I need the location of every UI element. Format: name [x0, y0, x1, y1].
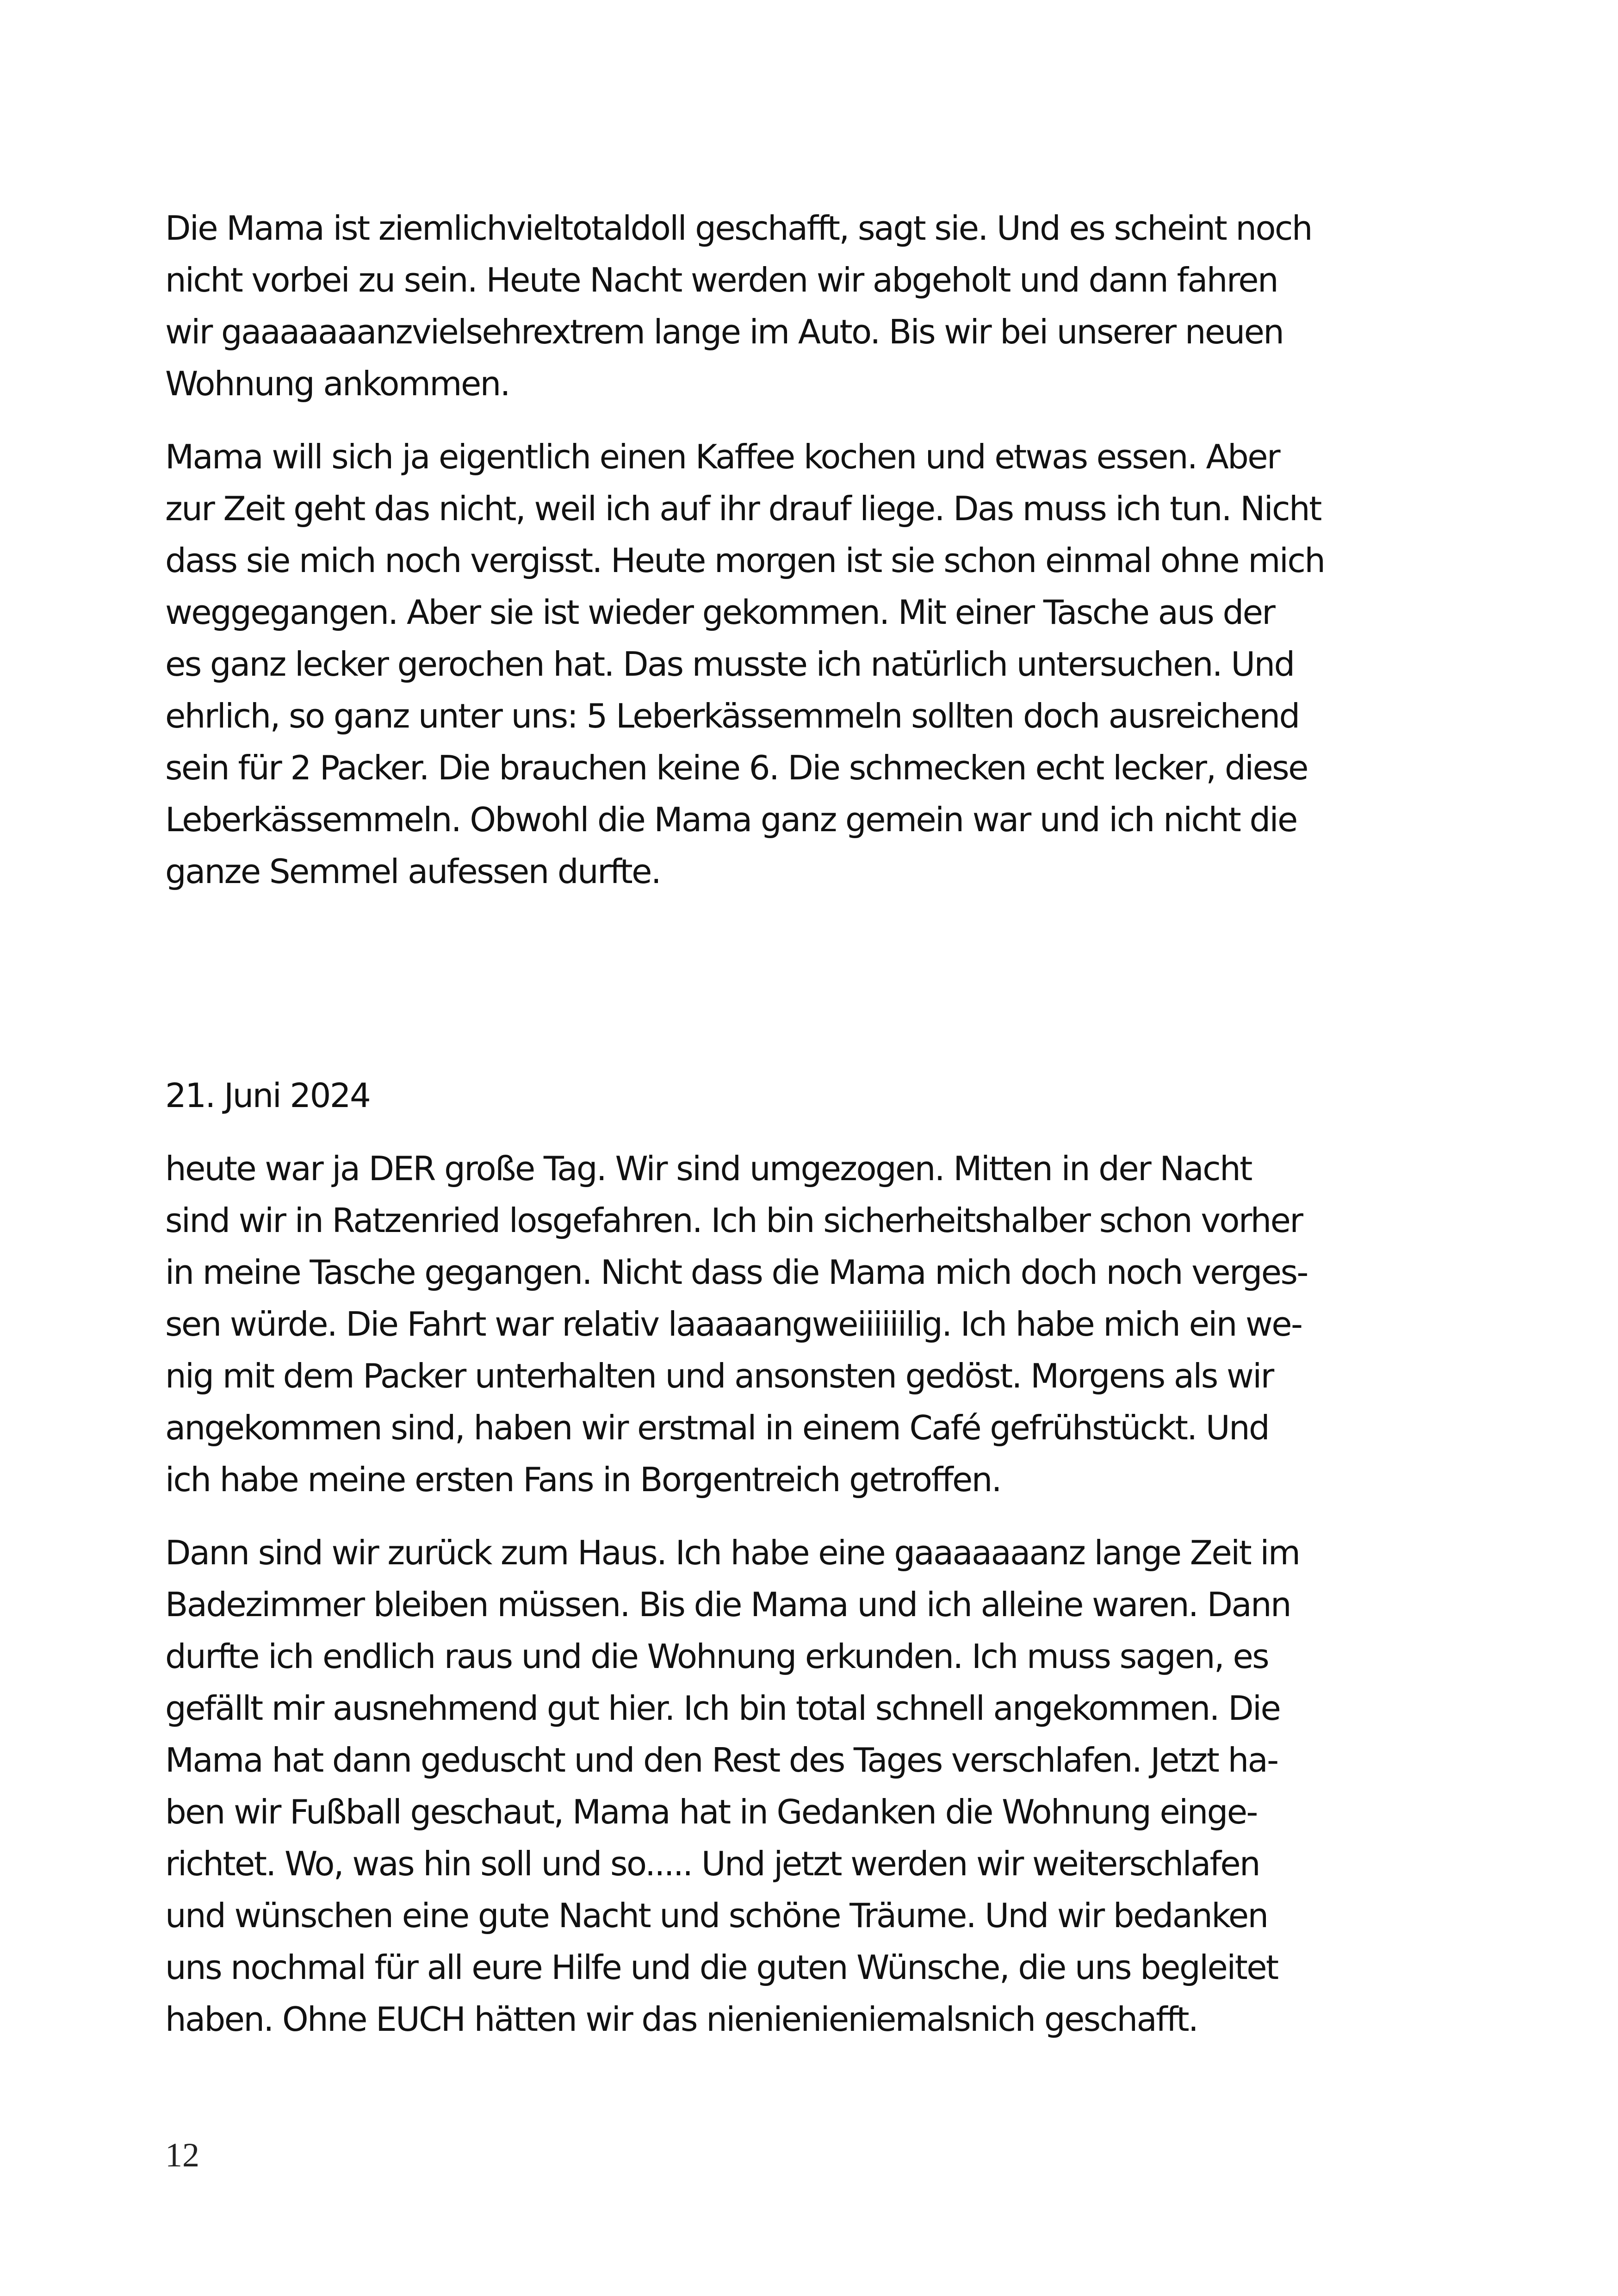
- paragraph-line: und wünschen eine gute Nacht und schöne Träume. Und wir bedanken: [165, 1896, 1268, 1935]
- page-number: 12: [165, 2136, 199, 2174]
- paragraph-line: ich habe meine ersten Fans in Borgentreich getroffen.: [165, 1460, 1001, 1499]
- paragraph-line: sein für 2 Packer. Die brauchen keine 6. Die schmecken echt lecker, diese: [165, 748, 1308, 787]
- paragraph-line: Leberkässemmeln. Obwohl die Mama ganz gemein war und ich nicht die: [165, 800, 1297, 839]
- paragraph-line: Mama will sich ja eigentlich einen Kaffee kochen und etwas essen. Aber: [165, 437, 1279, 476]
- paragraph-line: richtet. Wo, was hin soll und so..... Und jetzt werden wir weiterschlafen: [165, 1844, 1260, 1883]
- paragraph-line: ganze Semmel aufessen durfte.: [165, 852, 661, 891]
- paragraph-line: heute war ja DER große Tag. Wir sind umgezogen. Mitten in der Nacht: [165, 1149, 1252, 1188]
- paragraph-line: Badezimmer bleiben müssen. Bis die Mama und ich alleine waren. Dann: [165, 1585, 1291, 1624]
- paragraph-line: Wohnung ankommen.: [165, 364, 509, 403]
- paragraph-line: gefällt mir ausnehmend gut hier. Ich bin total schnell angekommen. Die: [165, 1689, 1280, 1728]
- paragraph-line: Dann sind wir zurück zum Haus. Ich habe eine gaaaaaaanz lange Zeit im: [165, 1533, 1300, 1572]
- paragraph-line: sind wir in Ratzenried losgefahren. Ich bin sicherheitshalber schon vorher: [165, 1201, 1302, 1240]
- paragraph-line: nicht vorbei zu sein. Heute Nacht werden wir abgeholt und dann fahren: [165, 261, 1277, 299]
- paragraph-line: weggegangen. Aber sie ist wieder gekommen. Mit einer Tasche aus der: [165, 593, 1275, 632]
- paragraph-line: zur Zeit geht das nicht, weil ich auf ihr drauf liege. Das muss ich tun. Nicht: [165, 489, 1321, 528]
- paragraph-line: Die Mama ist ziemlichvieltotaldoll geschafft, sagt sie. Und es scheint noch: [165, 209, 1312, 248]
- paragraph-line: durfte ich endlich raus und die Wohnung erkunden. Ich muss sagen, es: [165, 1637, 1269, 1676]
- paragraph-line: in meine Tasche gegangen. Nicht dass die Mama mich doch noch verges-: [165, 1253, 1308, 1292]
- paragraph-line: haben. Ohne EUCH hätten wir das nienienieniemalsnich geschafft.: [165, 2000, 1198, 2039]
- paragraph-line: angekommen sind, haben wir erstmal in einem Café gefrühstückt. Und: [165, 1408, 1269, 1447]
- paragraph-line: es ganz lecker gerochen hat. Das musste ich natürlich untersuchen. Und: [165, 645, 1294, 684]
- paragraph-line: dass sie mich noch vergisst. Heute morgen ist sie schon einmal ohne mich: [165, 541, 1325, 580]
- paragraph-line: uns nochmal für all eure Hilfe und die guten Wünsche, die uns begleitet: [165, 1948, 1278, 1987]
- paragraph-line: Mama hat dann geduscht und den Rest des Tages verschlafen. Jetzt ha-: [165, 1741, 1278, 1780]
- entry-date: 21. Juni 2024: [165, 1076, 370, 1115]
- paragraph-line: wir gaaaaaaanzvielsehrextrem lange im Auto. Bis wir bei unserer neuen: [165, 312, 1283, 351]
- paragraph-line: nig mit dem Packer unterhalten und ansonsten gedöst. Morgens als wir: [165, 1356, 1273, 1395]
- paragraph-line: ben wir Fußball geschaut, Mama hat in Gedanken die Wohnung einge-: [165, 1792, 1257, 1831]
- paragraph-line: sen würde. Die Fahrt war relativ laaaaangweiiiiiilig. Ich habe mich ein we-: [165, 1305, 1302, 1344]
- paragraph-line: ehrlich, so ganz unter uns: 5 Leberkässemmeln sollten doch ausreichend: [165, 697, 1299, 735]
